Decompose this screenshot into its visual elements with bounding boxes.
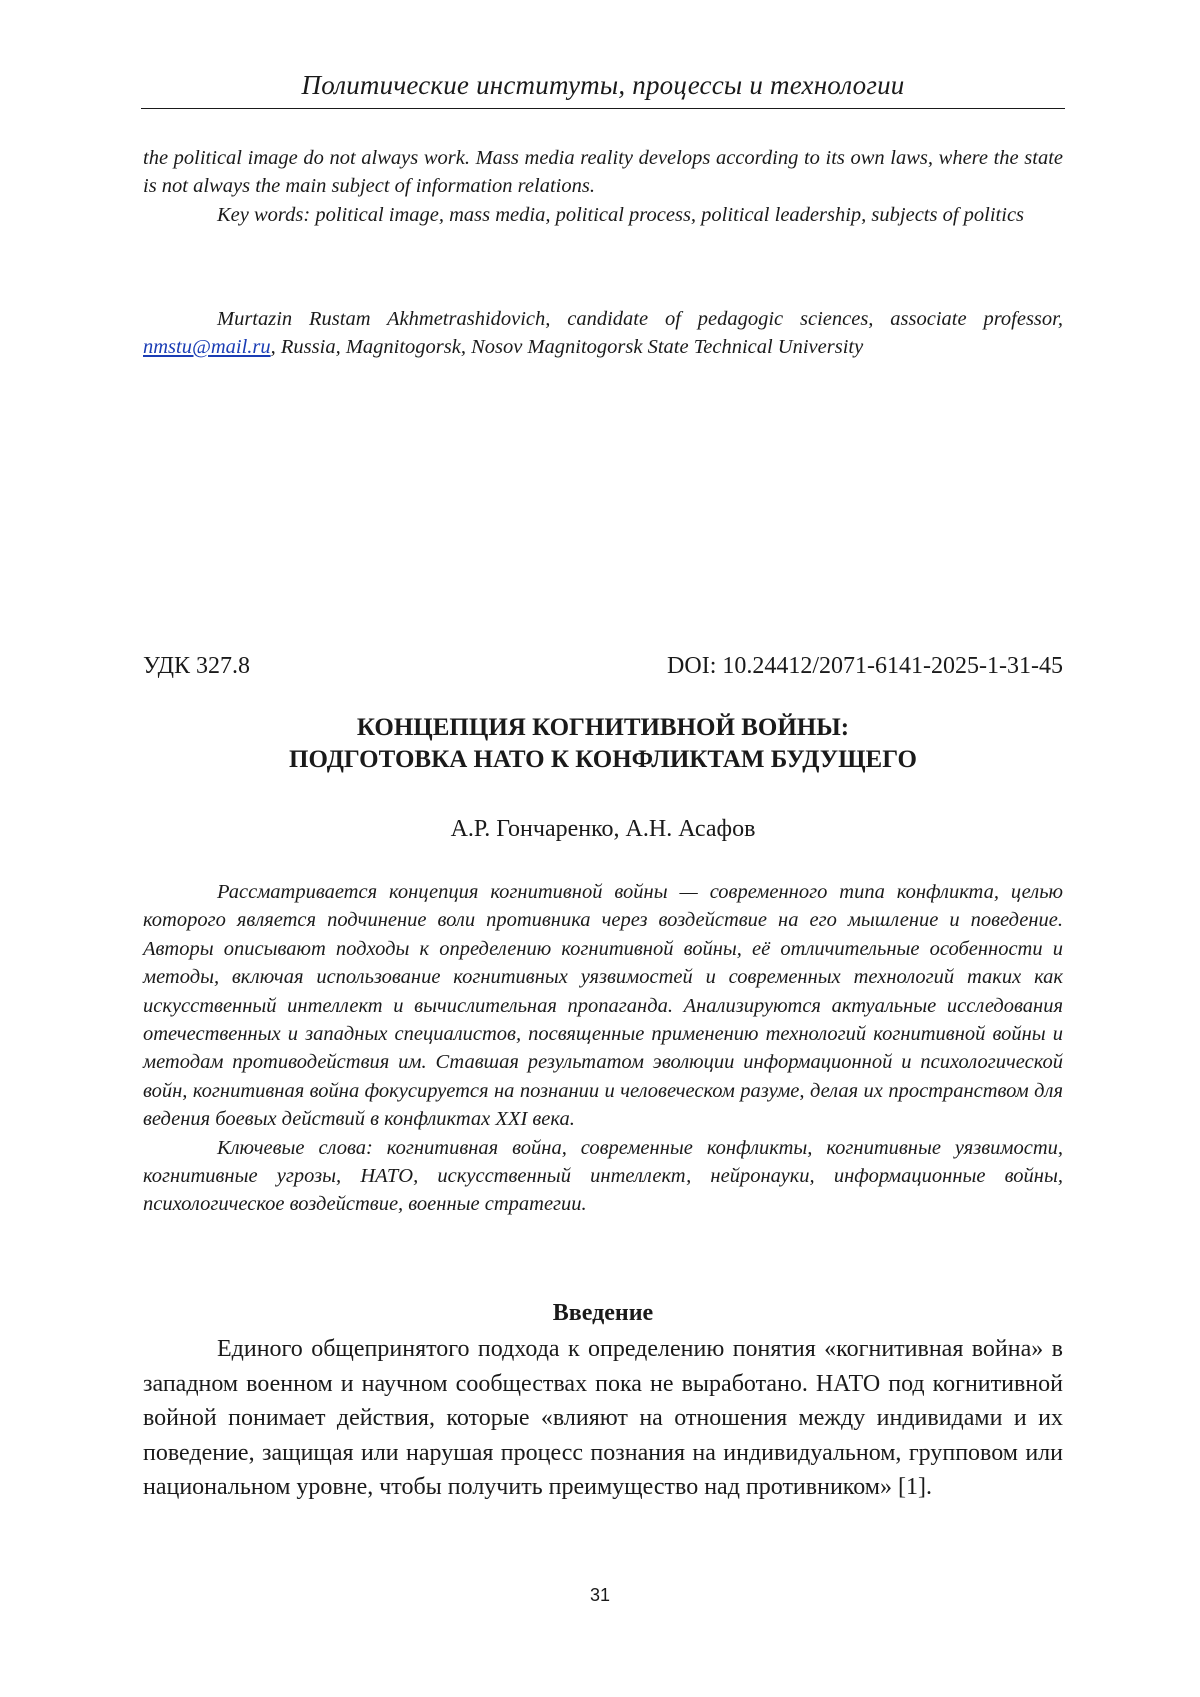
header-divider <box>141 108 1065 109</box>
page-number: 31 <box>589 1585 611 1605</box>
introduction-body <box>143 1332 1063 1505</box>
author-affiliation: , Russia, Magnitogorsk, Nosov Magnitogorsk State Technical University <box>270 335 864 358</box>
article-authors: А.Р. Гончаренко, А.Н. Асафов <box>450 816 756 842</box>
russian-keywords: Ключевые слова: когнитивная война, современные конфликты, когнитивные уязвимости, когнитивные угрозы, НАТО, искусственный интеллект, нейронауки, информационные войны, психологическое воздействие, военные стратегии. <box>143 1136 1063 1216</box>
article-title <box>143 712 1063 776</box>
author-email-link[interactable]: nmstu@mail.ru <box>143 335 271 358</box>
english-summary-text: the political image do not always work. Mass media reality develops according to its own laws, where the state is not always the main subject of information relations. <box>143 147 1063 198</box>
running-head: Политические институты, процессы и технологии <box>301 70 905 100</box>
english-summary-continuation <box>143 144 1063 229</box>
author-details: Murtazin Rustam Akhmetrashidovich, candidate of pedagogic sciences, associate professor, <box>217 307 1063 330</box>
abstract-text: Рассматривается концепция когнитивной войны — современного типа конфликта, целью которого является подчинение воли противника через воздействие на его мышление и поведение. Авторы описывают подходы к определению когнитивной войны, её отличительные особенности и методы, включая использование когнитивных уязвимостей и современных технологий таких как искусственный интеллект и вычислительная пропаганда. Анализируются актуальные исследования отечественных и западных специалистов, посвященные применению технологий когнитивной войны и методам противодействия им. Ставшая результатом эволюции информационной и психологической войн, когнитивная война фокусируется на познании и человеческом разуме, делая их пространством для ведения боевых действий в конфликтах XXI века. <box>143 881 1063 1131</box>
article-title-line-2: ПОДГОТОВКА НАТО К КОНФЛИКТАМ БУДУЩЕГО <box>289 746 917 773</box>
introduction-paragraph: Единого общепринятого подхода к определению понятия «когнитивная война» в западном военном и научном сообществах пока не выработано. НАТО под когнитивной войной понимает действия, которые «влияют на отношения между индивидами и их поведение, защищая или нарушая процесс познания на индивидуальном, групповом или национальном уровне, чтобы получить преимущество над противником» [1]. <box>143 1336 1063 1501</box>
russian-abstract <box>143 878 1063 1219</box>
section-heading-introduction: Введение <box>552 1300 654 1326</box>
article-title-line-1: КОНЦЕПЦИЯ КОГНИТИВНОЙ ВОЙНЫ: <box>356 714 850 741</box>
article-identifiers <box>143 651 1063 681</box>
doi-code: DOI: 10.24412/2071-6141-2025-1-31-45 <box>667 653 1063 679</box>
english-author-paragraph <box>143 305 1063 362</box>
english-keywords: Key words: political image, mass media, political process, political leadership, subjects of politics <box>217 203 1025 226</box>
udc-code: УДК 327.8 <box>143 653 250 679</box>
english-author-info <box>143 284 1063 382</box>
